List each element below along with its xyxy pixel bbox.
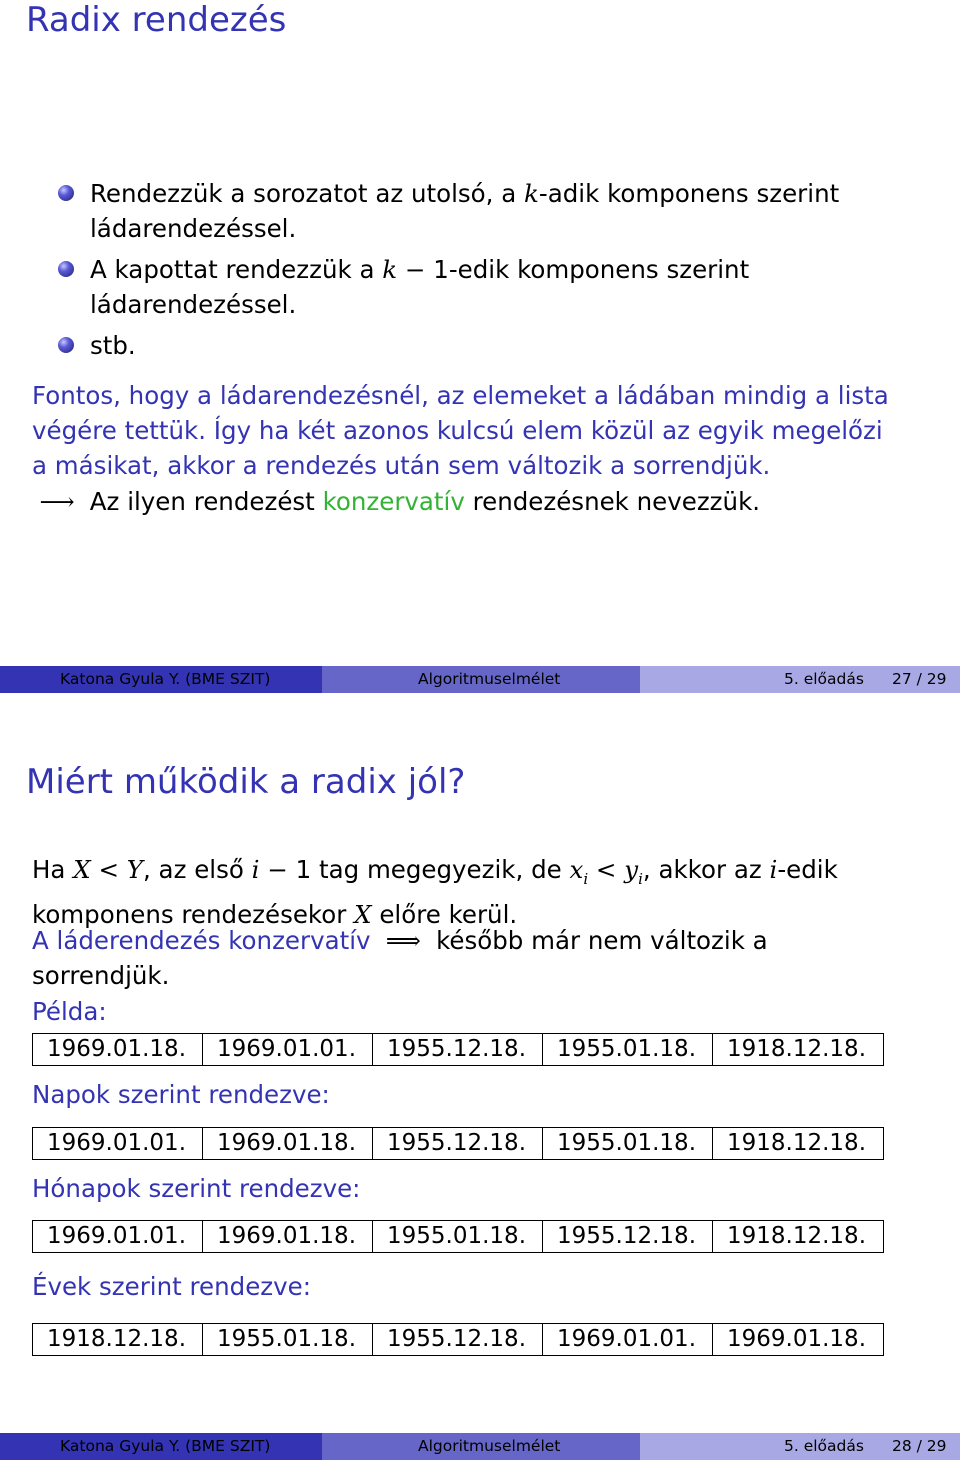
date-cell: 1969.01.01. [33, 1128, 203, 1159]
date-row-by-month [32, 1220, 884, 1253]
example-label: Példa: [32, 997, 107, 1026]
date-cell: 1955.12.18. [543, 1221, 713, 1252]
footer-author: Katona Gyula Y. (BME SZIT) [60, 1437, 271, 1455]
footer-bar [0, 1433, 960, 1460]
conclusion-line: ⟶ Az ilyen rendezést konzervatív rendezésnek nevezzük. [32, 484, 942, 519]
footer-course: Algoritmuselmélet [418, 1437, 561, 1455]
date-row-by-year [32, 1323, 884, 1356]
date-cell: 1918.12.18. [727, 1036, 866, 1062]
bullet-ball-icon [58, 261, 74, 277]
bullet-ball-icon [58, 185, 74, 201]
date-cell: 1955.01.18. [203, 1324, 373, 1355]
footer-page-number: 28 / 29 [892, 1437, 947, 1455]
bullet-item: stb. [58, 328, 938, 363]
date-cell: 1955.12.18. [373, 1324, 543, 1355]
implies-arrow-icon: ⟹ [385, 926, 421, 955]
date-cell: 1918.12.18. [33, 1324, 203, 1355]
date-cell: 1969.01.01. [33, 1221, 203, 1252]
slide-27 [0, 0, 960, 700]
bullet-list [58, 176, 938, 369]
date-cell: 1955.12.18. [373, 1034, 543, 1065]
date-cell: 1969.01.18. [203, 1128, 373, 1159]
date-cell: 1969.01.18. [727, 1326, 866, 1352]
fontos-paragraph: Fontos, hogy a ládarendezésnél, az elemeket a ládában mindig a lista végére tettük. Így ha két azonos kulcsú elem közül az egyik megelőzi a másikat, akkor a rendezés után sem változik a sorrendjük. [32, 381, 889, 480]
math-var-k: k [524, 179, 539, 208]
date-cell: 1969.01.18. [33, 1034, 203, 1065]
date-cell: 1955.01.18. [543, 1034, 713, 1065]
date-cell: 1918.12.18. [727, 1130, 866, 1156]
date-row-by-day [32, 1127, 884, 1160]
date-cell: 1955.01.18. [543, 1128, 713, 1159]
label-by-month: Hónapok szerint rendezve: [32, 1174, 361, 1203]
label-by-day: Napok szerint rendezve: [32, 1080, 330, 1109]
footer-course: Algoritmuselmélet [418, 670, 561, 688]
date-cell: 1918.12.18. [727, 1223, 866, 1249]
date-cell: 1969.01.18. [203, 1221, 373, 1252]
footer-page-number: 27 / 29 [892, 670, 947, 688]
slide-title: Radix rendezés [26, 0, 287, 40]
footer-lecture: 5. előadás [784, 670, 864, 688]
bullet-item: A kapottat rendezzük a k − 1-edik komponens szerint ládarendezéssel. [58, 252, 938, 322]
term-konzervativ: konzervatív [322, 487, 465, 516]
footer-lecture: 5. előadás [784, 1437, 864, 1455]
slide-title: Miért működik a radix jól? [26, 762, 466, 802]
bullet-ball-icon [58, 337, 74, 353]
date-cell: 1969.01.01. [543, 1324, 713, 1355]
footer-bar [0, 666, 960, 693]
date-cell: 1955.01.18. [373, 1221, 543, 1252]
label-by-year: Évek szerint rendezve: [32, 1272, 311, 1301]
date-cell: 1969.01.01. [203, 1034, 373, 1065]
date-cell: 1955.12.18. [373, 1128, 543, 1159]
statement-paragraph: Ha X < Y, az első i − 1 tag megegyezik, de $x_i < y_i$, akkor az i-edik komponens rendezésekor X előre kerül. [32, 855, 838, 929]
long-right-arrow-icon: ⟶ [39, 487, 75, 516]
date-row-original [32, 1033, 884, 1066]
slide-28 [0, 732, 960, 1464]
bullet-item: Rendezzük a sorozatot az utolsó, a k-adik komponens szerint ládarendezéssel. [58, 176, 938, 246]
konzervativ-paragraph: A láderendezés konzervatív ⟹ később már nem változik a sorrendjük. [32, 923, 942, 993]
footer-author: Katona Gyula Y. (BME SZIT) [60, 670, 271, 688]
math-var-k: k [382, 255, 398, 284]
